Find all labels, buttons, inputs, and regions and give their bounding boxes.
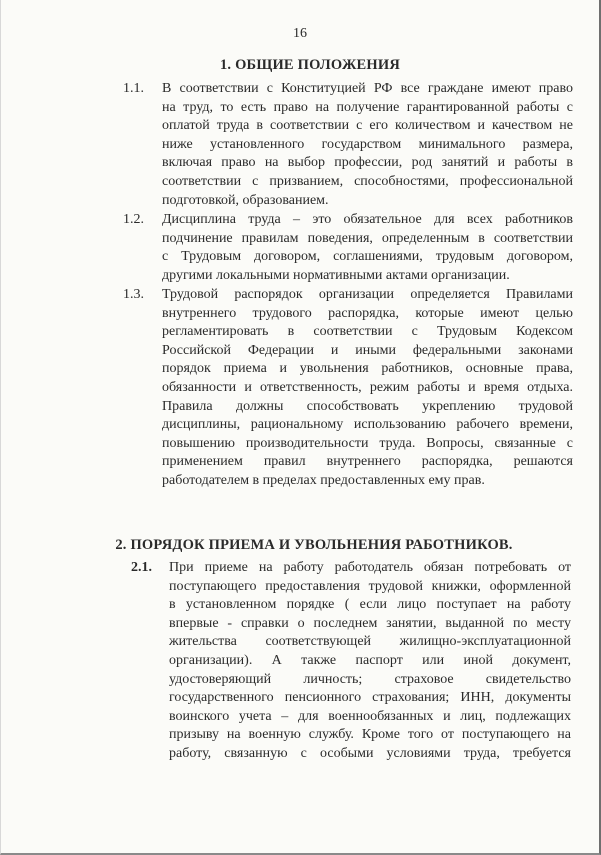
text-line: с Трудовым договором, соглашениями, трудовым договором, [162, 249, 573, 265]
text-line: включая право на выбор профессии, род занятий и работы в [162, 155, 573, 171]
text-line: призыву на военную службу. Кроме того от поступающего на [169, 727, 571, 743]
text-line: дисциплины, рациональному использованию рабочего времени, [162, 417, 573, 433]
clause-text [162, 211, 573, 285]
text-line: удостоверяющий личность; страховое свидетельство [169, 671, 571, 687]
text-line: оплатой труда в соответствии с его количеством и качеством не [162, 118, 573, 134]
text-line: впервые - справки о последнем занятии, выданной по месту [169, 615, 571, 631]
text-line: в установленном порядке ( если лицо поступает на работу [169, 597, 571, 613]
text-line: воинского учета – для военнообязанных и лиц, подлежащих [169, 708, 571, 724]
clause-text [162, 286, 573, 491]
clause-number: 1.2. [123, 212, 144, 227]
text-line: поступающего предоставления трудовой книжки, оформленной [169, 578, 571, 594]
text-line: внутреннего трудового распорядка, которые имеют целью [162, 305, 573, 321]
text-line: работодателем в пределах предоставленных ему прав. [162, 472, 485, 488]
text-line: В соответствии с Конституцией РФ все граждане имеют право [162, 81, 573, 96]
clause-number: 1.3. [123, 287, 144, 302]
text-line: жительства соответствующей жилищно-эксплуатационной [169, 634, 571, 650]
text-line: соответствии с призванием, способностями, профессиональной [162, 173, 573, 189]
clause-text [169, 559, 571, 764]
text-line: ниже установленного государством минимального размера, [162, 136, 573, 152]
text-line: регламентировать в соответствии с Трудовым Кодексом [162, 324, 573, 340]
text-line: Дисциплина труда – это обязательное для всех работников [162, 212, 573, 227]
text-line: обязанности и ответственность, режим работы и время отдыха. [162, 379, 573, 395]
text-line: При приеме на работу работодатель обязан потребовать от [169, 560, 571, 575]
text-line: подготовкой, образованием. [162, 192, 329, 208]
text-line: Российской Федерации и иными федеральными законами [162, 342, 573, 358]
text-line: Трудовой распорядок организации определяется Правилами [162, 287, 573, 302]
clause-number: 1.1. [123, 81, 144, 96]
clause-text [162, 80, 573, 210]
text-line: организации). А также паспорт или иной документ, [169, 652, 571, 668]
clause-number: 2.1. [131, 560, 152, 575]
text-line: на труд, то есть право на получение гарантированной работы с [162, 99, 573, 115]
text-line: применением правил внутреннего распорядка, решаются [162, 454, 573, 470]
text-line: работу, связанную с особыми условиями труда, требуется [169, 745, 571, 761]
text-line: государственного пенсионного страхования; ИНН, документы [169, 690, 571, 706]
text-line: другими локальными нормативными актами организации. [162, 267, 510, 283]
text-line: Правила должны способствовать укреплению трудовой [162, 398, 573, 414]
section-1-title: 1. ОБЩИЕ ПОЛОЖЕНИЯ [219, 57, 401, 73]
text-line: подчинение правилам поведения, определенным в соответствии [162, 230, 573, 246]
text-line: порядок приема и увольнения работников, основные права, [162, 361, 573, 377]
text-line: повышению производительности труда. Вопросы, связанные с [162, 435, 573, 451]
page-number: 16 [293, 26, 307, 41]
section-2-title: 2. ПОРЯДОК ПРИЕМА И УВОЛЬНЕНИЯ РАБОТНИКОВ. [115, 537, 513, 553]
